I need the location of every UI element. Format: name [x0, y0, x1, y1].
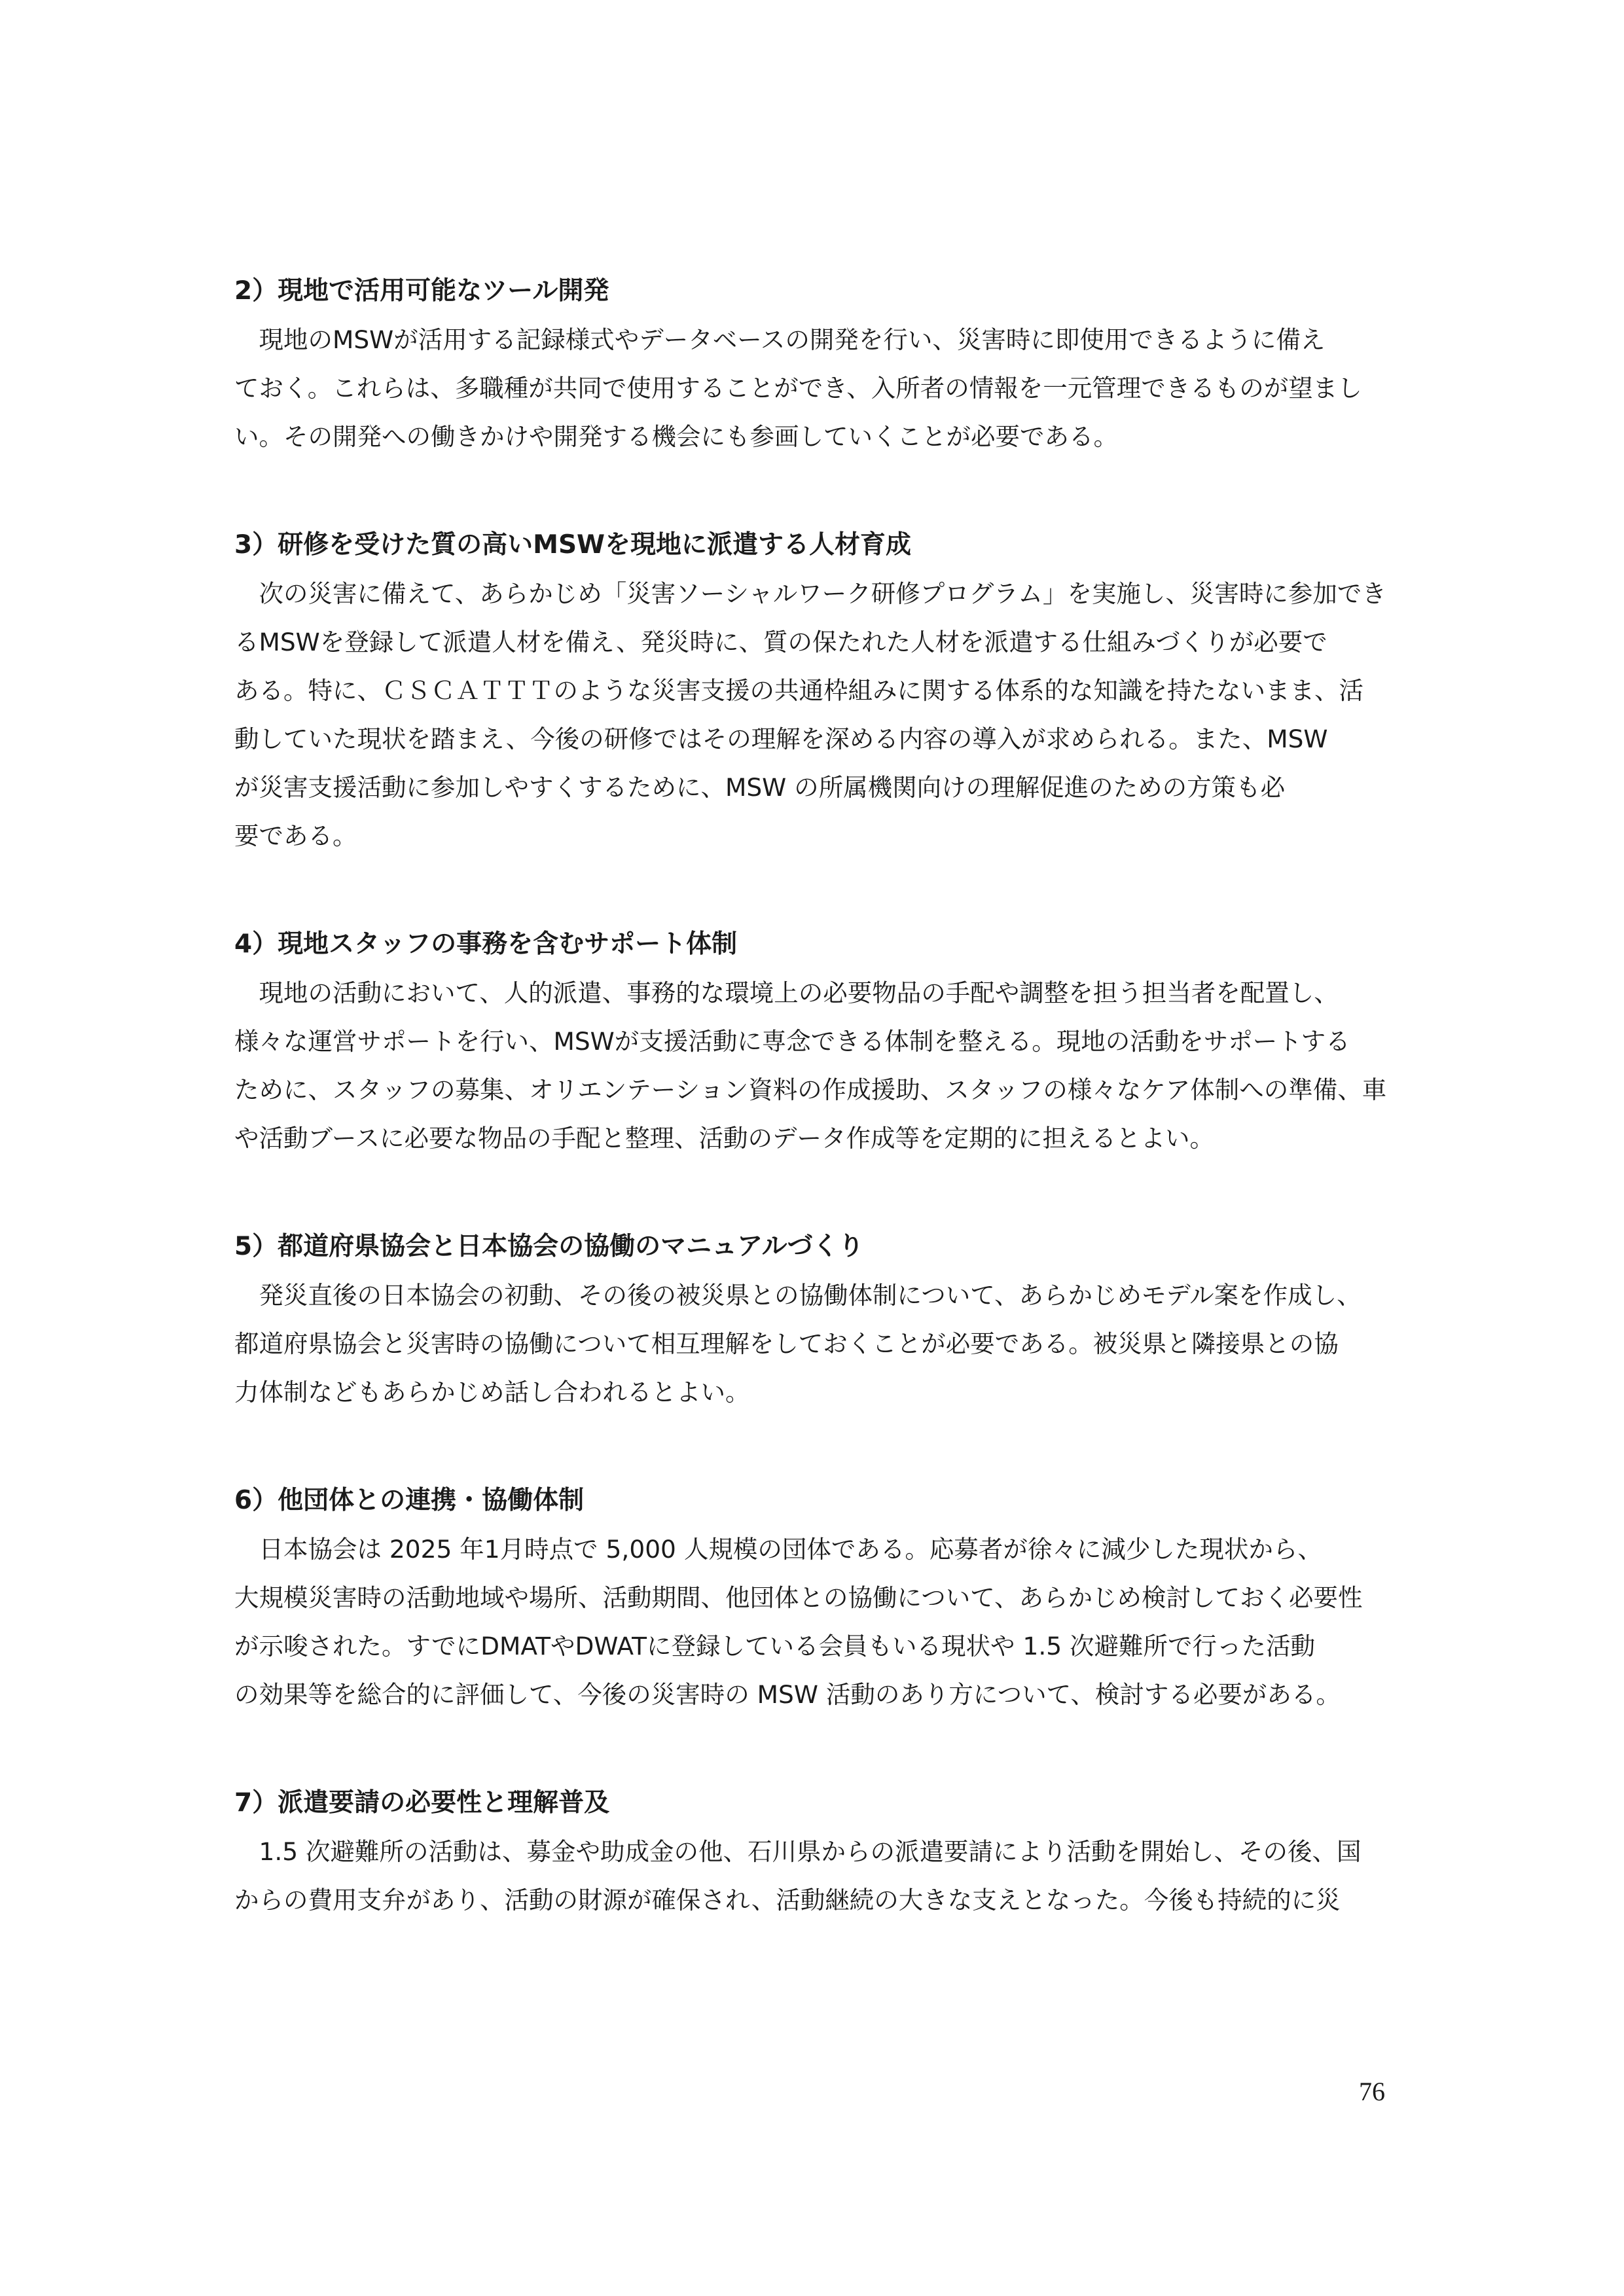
paragraph-line: の効果等を総合的に評価して、今後の災害時の MSW 活動のあり方について、検討する必要がある。: [234, 1680, 1341, 1709]
paragraph-line: 現地のMSWが活用する記録様式やデータベースの開発を行い、災害時に即使用できるように備え: [234, 325, 1326, 354]
paragraph-line: からの費用支弁があり、活動の財源が確保され、活動継続の大きな支えとなった。今後も持続的に災: [234, 1886, 1341, 1914]
paragraph-line: ておく。これらは、多職種が共同で使用することができ、入所者の情報を一元管理できるものが望まし: [234, 374, 1362, 403]
section-heading: 3）研修を受けた質の高いMSWを現地に派遣する人材育成: [234, 530, 912, 560]
section-training: [234, 521, 1413, 860]
paragraph-line: 発災直後の日本協会の初動、その後の被災県との協働体制について、あらかじめモデル案を作成し、: [234, 1281, 1362, 1310]
section-heading: 7）派遣要請の必要性と理解普及: [234, 1788, 610, 1818]
section-support-system: [234, 920, 1413, 1162]
paragraph-line: 要である。: [234, 821, 357, 850]
paragraph-line: 動していた現状を踏まえ、今後の研修ではその理解を深める内容の導入が求められる。また、MSW: [234, 725, 1328, 753]
paragraph-line: 大規模災害時の活動地域や場所、活動期間、他団体との協働について、あらかじめ検討しておく必要性: [234, 1583, 1363, 1612]
section-heading: 6）他団体との連携・協働体制: [234, 1486, 585, 1515]
paragraph-line: 次の災害に備えて、あらかじめ「災害ソーシャルワーク研修プログラム」を実施し、災害時に参加でき: [234, 579, 1386, 608]
paragraph-line: が災害支援活動に参加しやすくするために、MSW の所属機関向けの理解促進のための方策も必: [234, 773, 1286, 802]
paragraph-line: い。その開発への働きかけや開発する機会にも参画していくことが必要である。: [234, 422, 1118, 451]
paragraph-line: 様々な運営サポートを行い、MSWが支援活動に専念できる体制を整える。現地の活動をサポートする: [234, 1027, 1350, 1056]
paragraph-line: 都道府県協会と災害時の協働について相互理解をしておくことが必要である。被災県と隣接県との協: [234, 1329, 1339, 1358]
paragraph-line: るMSWを登録して派遣人材を備え、発災時に、質の保たれた人材を派遣する仕組みづくりが必要で: [234, 628, 1327, 656]
page-number: 76: [1359, 2077, 1385, 2106]
paragraph-line: 1.5 次避難所の活動は、募金や助成金の他、石川県からの派遣要請により活動を開始し、その後、国: [234, 1837, 1362, 1866]
paragraph-line: 現地の活動において、人的派遣、事務的な環境上の必要物品の手配や調整を担う担当者を配置し、: [234, 978, 1339, 1007]
section-heading: 4）現地スタッフの事務を含むサポート体制: [234, 929, 738, 959]
document-body: [234, 267, 1413, 1984]
section-heading: 2）現地で活用可能なツール開発: [234, 276, 609, 306]
section-tool-development: [234, 267, 1413, 461]
section-dispatch-request: [234, 1779, 1413, 1924]
paragraph-line: が示唆された。すでにDMATやDWATに登録している会員もいる現状や 1.5 次避難所で行った活動: [234, 1632, 1316, 1660]
paragraph-line: 日本協会は 2025 年1月時点で 5,000 人規模の団体である。応募者が徐々に減少した現状から、: [234, 1535, 1322, 1564]
paragraph-line: ある。特に、ＣＳＣＡＴＴＴのような災害支援の共通枠組みに関する体系的な知識を持たないまま、活: [234, 676, 1363, 705]
section-collaboration: [234, 1477, 1413, 1719]
paragraph-line: ために、スタッフの募集、オリエンテーション資料の作成援助、スタッフの様々なケア体制への準備、車: [234, 1075, 1387, 1104]
section-manual: [234, 1223, 1413, 1416]
paragraph-line: や活動ブースに必要な物品の手配と整理、活動のデータ作成等を定期的に担えるとよい。: [234, 1124, 1214, 1153]
paragraph-line: 力体制などもあらかじめ話し合われるとよい。: [234, 1378, 750, 1407]
section-heading: 5）都道府県協会と日本協会の協働のマニュアルづくり: [234, 1232, 864, 1261]
